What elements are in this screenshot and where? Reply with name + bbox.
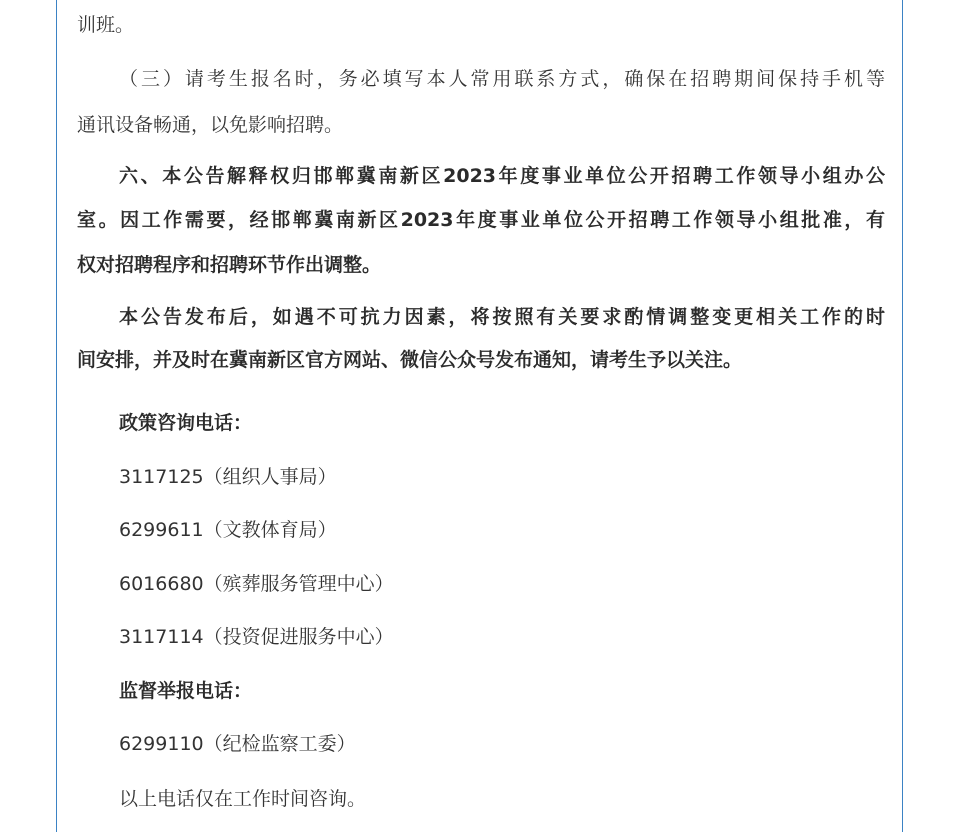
paragraph-item-three-line1: （三）请考生报名时，务必填写本人常用联系方式，确保在招聘期间保持手机等 bbox=[119, 68, 885, 90]
supervision-phone-discipline: 6299110（纪检监察工委） bbox=[119, 733, 356, 755]
policy-phone-investment: 3117114（投资促进服务中心） bbox=[119, 626, 394, 648]
frame-border-left bbox=[56, 0, 57, 832]
policy-phone-organization: 3117125（组织人事局） bbox=[119, 466, 337, 488]
supervision-hotline-heading: 监督举报电话： bbox=[119, 680, 253, 702]
paragraph-notice-line2: 间安排，并及时在冀南新区官方网站、微信公众号发布通知，请考生予以关注。 bbox=[77, 349, 743, 371]
policy-phone-funeral-service: 6016680（殡葬服务管理中心） bbox=[119, 573, 394, 595]
paragraph-notice-line1: 本公告发布后，如遇不可抗力因素，将按照有关要求酌情调整变更相关工作的时 bbox=[119, 306, 885, 328]
paragraph-six-line2: 室。因工作需要，经邯郸冀南新区2023年度事业单位公开招聘工作领导小组批准，有 bbox=[77, 209, 885, 231]
paragraph-tail-line: 训班。 bbox=[77, 14, 135, 36]
hotline-footer-note: 以上电话仅在工作时间咨询。 bbox=[119, 788, 367, 810]
frame-border-right bbox=[902, 0, 903, 832]
policy-phone-education: 6299611（文教体育局） bbox=[119, 519, 337, 541]
paragraph-item-three-line2: 通讯设备畅通，以免影响招聘。 bbox=[77, 114, 344, 136]
policy-hotline-heading: 政策咨询电话： bbox=[119, 412, 253, 434]
paragraph-six-line1: 六、本公告解释权归邯郸冀南新区2023年度事业单位公开招聘工作领导小组办公 bbox=[119, 165, 885, 187]
paragraph-six-line3: 权对招聘程序和招聘环节作出调整。 bbox=[77, 254, 382, 276]
